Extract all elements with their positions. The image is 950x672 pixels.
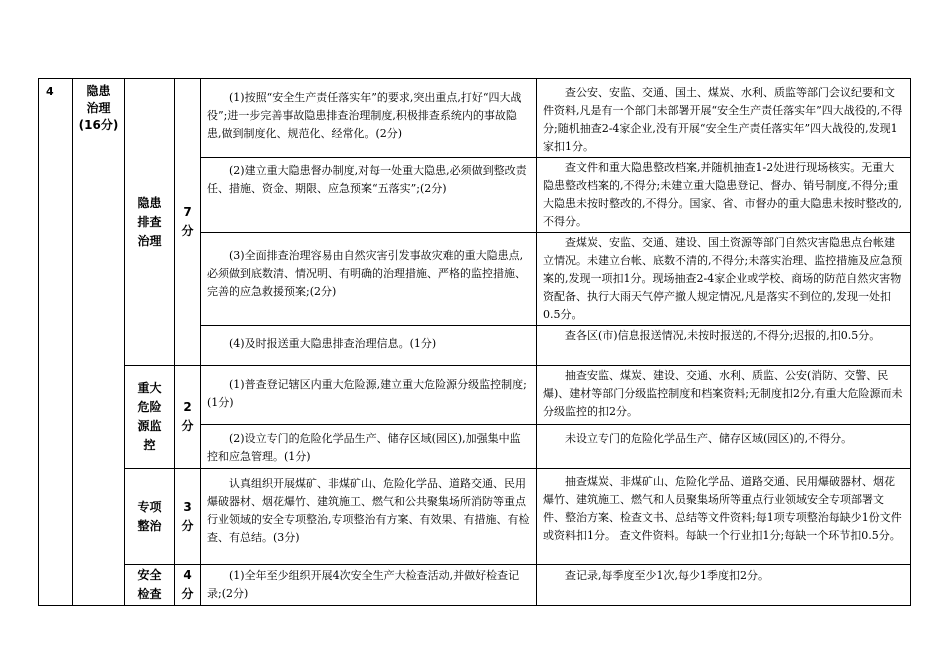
rule-text: 查公安、安监、交通、国土、煤炭、水利、质监等部门会议纪要和文件资料,凡是有一个部门未部署开展“安全生产责任落实年”四大战役的,不得分;随机抽查2-4家企业,没有开展“安全生产责任落实年”四大战役的,发现1家扣1分。 [537, 79, 911, 158]
rule-text: 抽查煤炭、非煤矿山、危险化学品、道路交通、民用爆破器材、烟花爆竹、建筑施工、燃气和人员聚集场所等重点行业领域安全专项部署文件、整治方案、检查文书、总结等文件资料;每1项专项整治每缺少1份文件或资料扣1分。 查文件资料。每缺一个行业扣1分;每缺一个环节扣0.5分。 [537, 469, 911, 565]
item-text: (1)全年至少组织开展4次安全生产大检查活动,并做好检查记录;(2分) [201, 565, 537, 606]
item-text: 认真组织开展煤矿、非煤矿山、危险化学品、道路交通、民用爆破器材、烟花爆竹、建筑施工、燃气和公共聚集场所消防等重点行业领域的安全专项整治,专项整治有方案、有效果、有措施、有检查、有总结。(3分) [201, 469, 537, 565]
item-text: (1)按照“安全生产责任落实年”的要求,突出重点,打好“四大战役”;进一步完善事故隐患排查治理制度,积极排查系统内的事故隐患,做到制度化、规范化、经常化。(2分) [201, 79, 537, 158]
group-title: 专项 整治 [125, 469, 175, 565]
group-title: 安全 检查 [125, 565, 175, 606]
item-text: (3)全面排查治理容易由自然灾害引发事故灾难的重大隐患点,必须做到底数清、情况明、有明确的治理措施、严格的监控措施、完善的应急救援预案;(2分) [201, 233, 537, 326]
table-row [39, 469, 911, 565]
assessment-table [38, 78, 911, 606]
category-line: 治理 [86, 101, 111, 115]
section-number: 4 [39, 79, 73, 606]
rule-text: 抽查安监、煤炭、建设、交通、水利、质监、公安(消防、交警、民爆)、建材等部门分级监控制度和档案资料;无制度扣2分,有重大危险源而未分级监控的扣2分。 [537, 366, 911, 425]
group-title: 隐患 排查 治理 [125, 79, 175, 366]
category-line: 隐患 [86, 84, 111, 98]
rule-text: 查文件和重大隐患整改档案,并随机抽查1-2处进行现场核实。无重大隐患整改档案的,不得分;未建立重大隐患登记、督办、销号制度,不得分;重大隐患未按时整改的,不得分。国家、省、市督办的重大隐患未按时整改的,不得分。 [537, 158, 911, 233]
item-text: (2)设立专门的危险化学品生产、储存区域(园区),加强集中监控和应急管理。(1分) [201, 425, 537, 469]
table-row [39, 79, 911, 158]
group-title: 重大 危险 源监 控 [125, 366, 175, 469]
rule-text: 未设立专门的危险化学品生产、储存区域(园区)的,不得分。 [537, 425, 911, 469]
group-points: 4 分 [175, 565, 201, 606]
group-points: 2 分 [175, 366, 201, 469]
section-category [73, 79, 125, 606]
table-row [39, 366, 911, 425]
group-points: 3 分 [175, 469, 201, 565]
item-text: (1)普查登记辖区内重大危险源,建立重大危险源分级监控制度;(1分) [201, 366, 537, 425]
table-row [39, 565, 911, 606]
item-text: (2)建立重大隐患督办制度,对每一处重大隐患,必须做到整改责任、措施、资金、期限、应急预案“五落实”;(2分) [201, 158, 537, 233]
rule-text: 查记录,每季度至少1次,每少1季度扣2分。 [537, 565, 911, 606]
group-points: 7 分 [175, 79, 201, 366]
category-score: (16分) [78, 118, 119, 132]
item-text: (4)及时报送重大隐患排查治理信息。(1分) [201, 326, 537, 366]
rule-text: 查煤炭、安监、交通、建设、国土资源等部门自然灾害隐患点台帐建立情况。未建立台帐、底数不清的,不得分;未落实治理、监控措施及应急预案的,发现一项扣1分。现场抽查2-4家企业或学校、商场的防范自然灾害物资配备、执行大雨天气停产撤人规定情况,凡是落实不到位的,发现一处扣0.5分。 [537, 233, 911, 326]
rule-text: 查各区(市)信息报送情况,未按时报送的,不得分;迟报的,扣0.5分。 [537, 326, 911, 366]
